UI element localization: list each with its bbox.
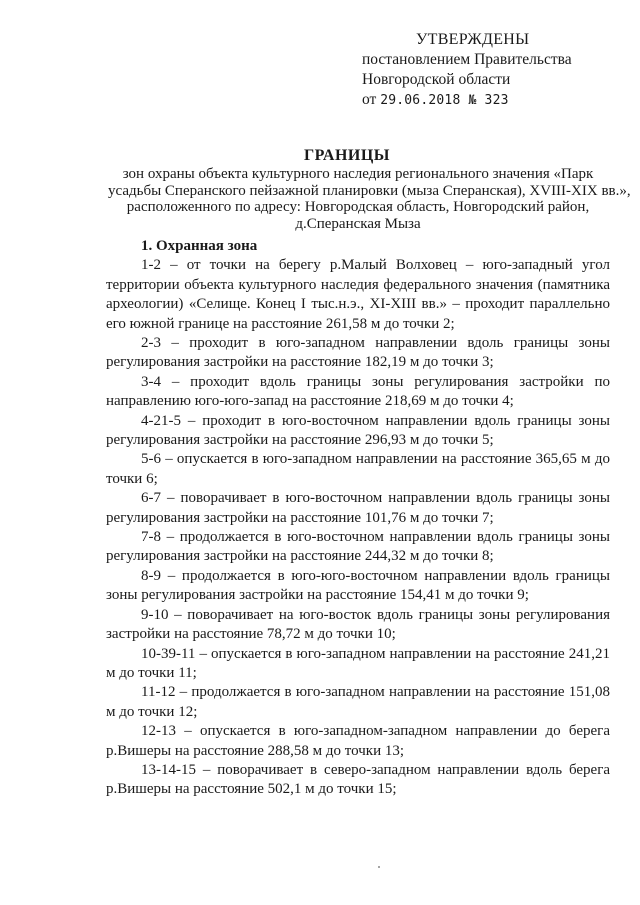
- subtitle-line-4: д.Сперанская Мыза: [295, 215, 421, 232]
- paragraph-1-2: 1-2 – от точки на берегу р.Малый Волховец – юго-западный угол территории объекта культурного наследия федерального значения (памятника археологии) «Селище. Конец I тыс.н.э., XI-XIII вв.» – проходит параллельно его южной границе на расстояние 261,58 м до точки 2;: [106, 257, 610, 332]
- approval-date: 29.06.2018 № 323: [380, 93, 509, 108]
- paragraph-13-14-15: 13-14-15 – поворачивает в северо-западном направлении вдоль берега р.Вишеры на расстояние 502,1 м до точки 15;: [106, 761, 610, 798]
- paragraph-9-10: 9-10 – поворачивает на юго-восток вдоль границы зоны регулирования застройки на расстояние 78,72 м до точки 10;: [106, 606, 610, 643]
- paragraph-11-12: 11-12 – продолжается в юго-западном направлении на расстояние 151,08 м до точки 12;: [106, 684, 610, 720]
- subtitle-line-3: расположенного по адресу: Новгородская область, Новгородский район,: [126, 199, 590, 215]
- paragraph-7-8: 7-8 – продолжается в юго-восточном направлении вдоль границы зоны регулирования застройки на расстояние 244,32 м до точки 8;: [106, 529, 610, 565]
- approval-line-2: Новгородской области: [362, 71, 511, 88]
- approval-stamp: [362, 30, 632, 111]
- document-title: ГРАНИЦЫ: [303, 147, 390, 164]
- subtitle-line-1: зон охраны объекта культурного наследия регионального значения «Парк: [122, 166, 594, 182]
- approval-title: УТВЕРЖДЕНЫ: [416, 31, 530, 48]
- section-heading: 1. Охранная зона: [141, 238, 258, 254]
- paragraph-4-21-5: 4-21-5 – проходит в юго-восточном направлении вдоль границы зоны регулирования застройки на расстояние 296,93 м до точки 5;: [106, 412, 610, 449]
- paragraph-8-9: 8-9 – продолжается в юго-юго-восточном направлении вдоль границы зоны регулирования застройки на расстояние 154,41 м до точки 9;: [106, 567, 610, 604]
- paragraph-6-7: 6-7 – поворачивает в юго-восточном направлении вдоль границы зоны регулирования застройки на расстояние 101,76 м до точки 7;: [106, 490, 610, 526]
- approval-date-prefix: от: [362, 91, 377, 108]
- approval-date-line: [362, 90, 632, 111]
- paragraph-3-4: 3-4 – проходит вдоль границы зоны регулирования застройки по направлению юго-юго-запад на расстояние 218,69 м до точки 4;: [106, 373, 610, 410]
- paragraph-2-3: 2-3 – проходит в юго-западном направлении вдоль границы зоны регулирования застройки на расстояние 182,19 м до точки 3;: [106, 335, 610, 371]
- subtitle-line-2: усадьбы Сперанского пейзажной планировки (мыза Сперанская), XVIII-XIX вв.»,: [108, 182, 631, 199]
- paragraph-10-39-11: 10-39-11 – опускается в юго-западном направлении на расстояние 241,21 м до точки 11;: [106, 645, 610, 681]
- paragraph-5-6: 5-6 – опускается в юго-западном направлении на расстояние 365,65 м до точки 6;: [106, 451, 610, 487]
- section-1: [106, 237, 610, 800]
- approval-line-1: постановлением Правительства: [362, 51, 572, 68]
- document-subtitle: [108, 166, 631, 232]
- scan-speck: [378, 866, 380, 868]
- paragraph-12-13: 12-13 – опускается в юго-западном-западном направлении до берега р.Вишеры на расстояние 288,58 м до точки 13;: [106, 723, 610, 759]
